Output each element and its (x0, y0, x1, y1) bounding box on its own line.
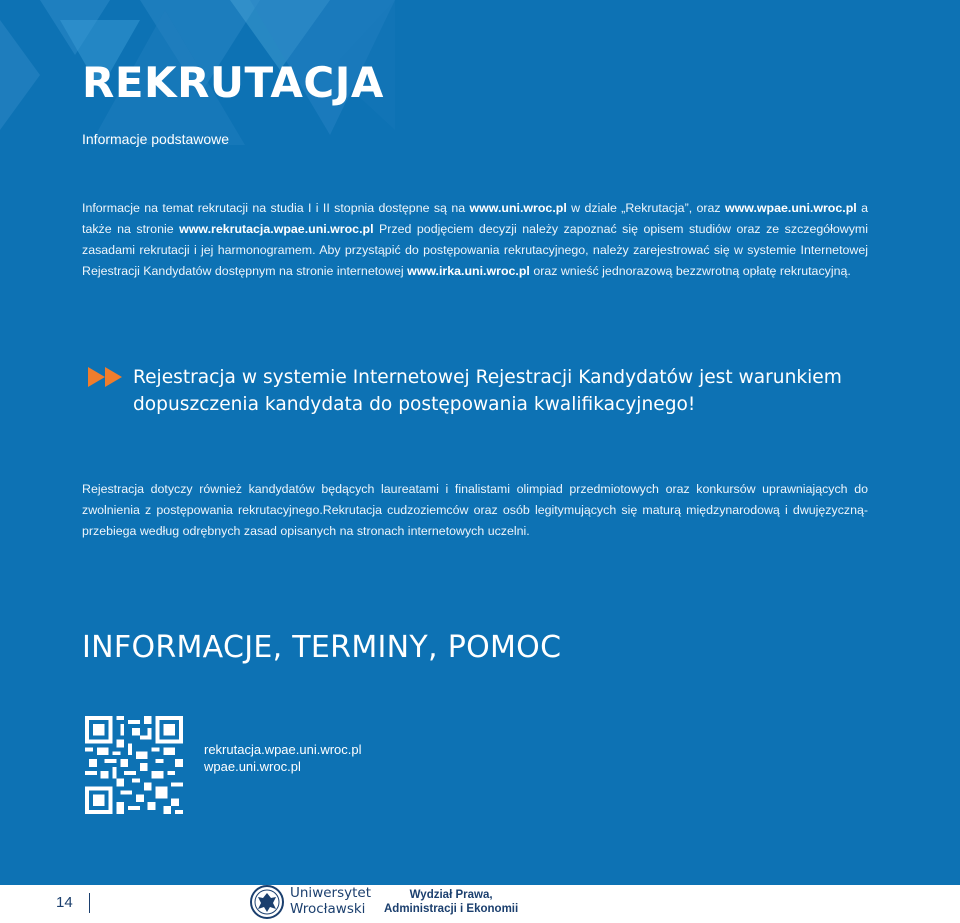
page-number: 14 (56, 894, 73, 911)
faculty-name-line: Wydział Prawa, (409, 889, 493, 901)
link-rekrutacja[interactable]: www.rekrutacja.wpae.uni.wroc.pl (179, 222, 374, 236)
link-uni[interactable]: www.uni.wroc.pl (469, 201, 567, 215)
info-links (204, 741, 362, 775)
link-wpae-uni[interactable]: wpae.uni.wroc.pl (204, 759, 301, 774)
link-rekrutacja-wpae[interactable]: rekrutacja.wpae.uni.wroc.pl (204, 742, 362, 757)
page-number-divider (89, 893, 90, 913)
link-wpae[interactable]: www.wpae.uni.wroc.pl (725, 201, 857, 215)
page-subtitle: Informacje podstawowe (82, 131, 230, 147)
university-name-line: Uniwersytet (290, 885, 371, 901)
link-irka[interactable]: www.irka.uni.wroc.pl (407, 264, 530, 278)
qr-code-icon[interactable] (85, 716, 183, 814)
intro-text: oraz wnieść jednorazową bezzwrotną opłatę rekrutacyjną. (529, 264, 851, 278)
university-name-line: Wrocławski (290, 901, 366, 917)
intro-text: a także na stronie (82, 201, 868, 236)
double-arrow-icon (88, 367, 124, 387)
intro-paragraph (82, 198, 868, 282)
faculty-name-line: Administracji i Ekonomii (384, 903, 519, 915)
callout-text: Rejestracja w systemie Internetowej Rejestracji Kandydatów jest warunkiem dopuszczenia kandydata do postępowania kwalifikacyjnego! (133, 367, 842, 415)
intro-text: Informacje na temat rekrutacji na studia I i II stopnia dostępne są na (82, 201, 470, 215)
university-crest-icon (250, 884, 284, 920)
page-title: REKRUTACJA (82, 58, 384, 107)
info-heading: INFORMACJE, TERMINY, POMOC (82, 630, 562, 665)
second-paragraph: Rejestracja dotyczy również kandydatów będących laureatami i finalistami olimpiad przedmiotowych oraz konkursów uprawniających do zwolnienia z postępowania rekrutacyjnego.Rekrutacja cudzoziemców oraz osób legitymujących się maturą międzynarodową i dwujęzyczną- przebiega według odrębnych zasad opisanych na stronach internetowych uczelni. (82, 482, 868, 538)
faculty-name (384, 888, 518, 916)
intro-text: w dziale „Rekrutacja”, oraz (566, 201, 725, 215)
intro-text: Przed podjęciem decyzji należy zapoznać się opisem studiów oraz ze szczegółowymi zasadami rekrutacji i jej harmonogramem. Aby przystąpić do postępowania rekrutacyjnego, należy zarejestrować się w systemie Internetowej Rejestracji Kandydatów dostępnym na stronie internetowej (82, 222, 869, 278)
university-name (290, 885, 371, 917)
